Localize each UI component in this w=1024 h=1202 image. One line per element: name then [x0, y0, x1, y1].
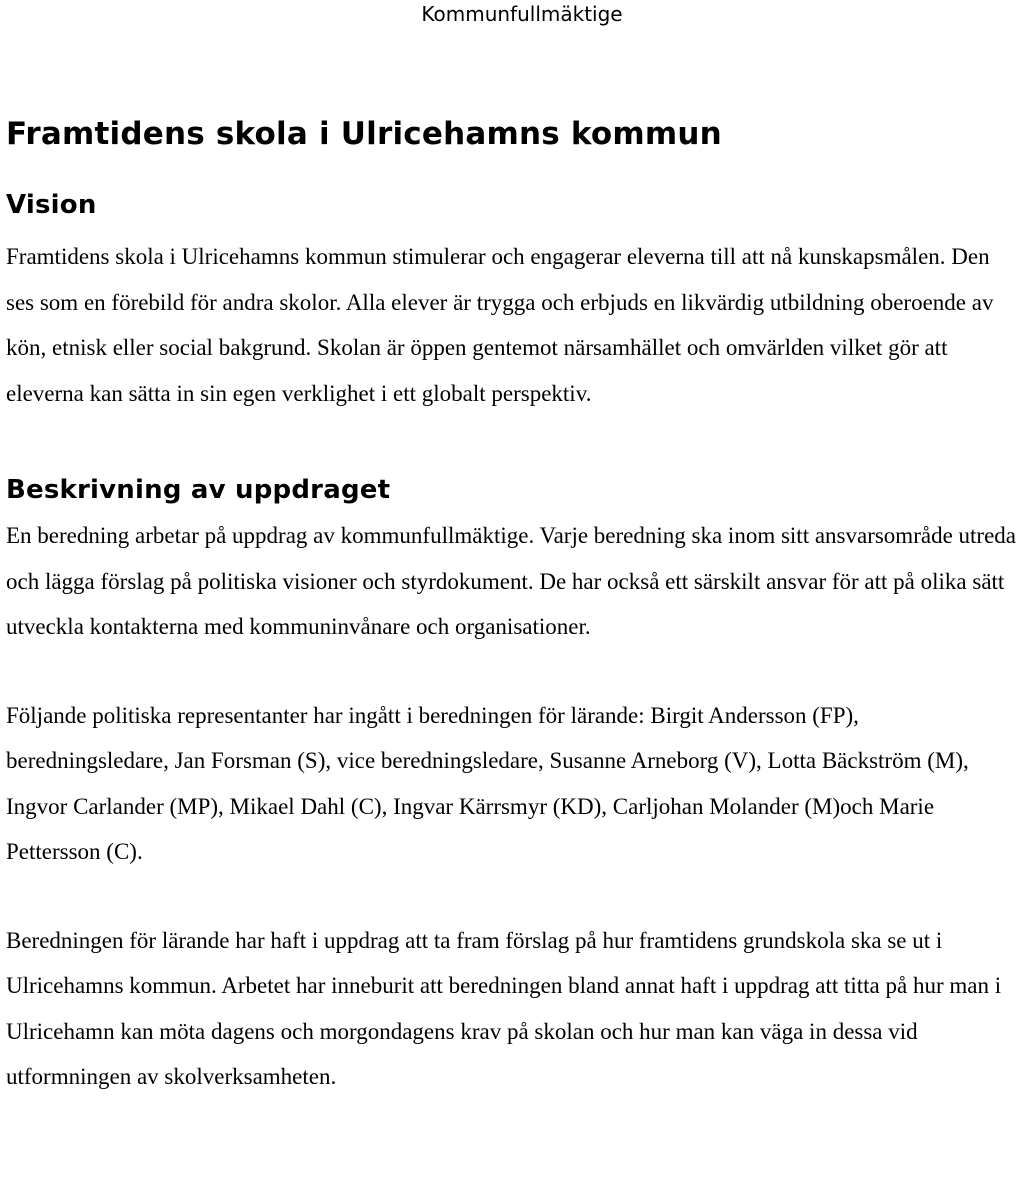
section-heading-vision: Vision: [6, 190, 97, 220]
document-title: Framtidens skola i Ulricehamns kommun: [6, 116, 722, 152]
assignment-paragraph: Beredningen för lärande har haft i uppdrag att ta fram förslag på hur framtidens grundskola ska se ut i Ulricehamns kommun. Arbetet har inneburit att beredningen bland annat haft i uppdrag att titta på hur man i Ulricehamn kan möta dagens och morgondagens krav på skolan och hur man kan väga in dessa vid utformningen av skolverksamheten.: [6, 927, 1002, 1089]
running-header: Kommunfullmäktige: [421, 2, 623, 26]
uppdrag-paragraph: En beredning arbetar på uppdrag av kommunfullmäktige. Varje beredning ska inom sitt ansvarsområde utreda och lägga förslag på politiska visioner och styrdokument. De har också ett särskilt ansvar för att på olika sätt utveckla kontakterna med kommuninvånare och organisationer.: [6, 523, 1016, 639]
section-heading-uppdrag: Beskrivning av uppdraget: [6, 475, 391, 505]
representatives-paragraph: Följande politiska representanter har ingått i beredningen för lärande: Birgit Andersson (FP), beredningsledare, Jan Forsman (S), vice beredningsledare, Susanne Arneborg (V), Lotta Bäckström (M), Ingvor Carlander (MP), Mikael Dahl (C), Ingvar Kärrsmyr (KD), Carljohan Molander (M)och Marie Pettersson (C).: [6, 702, 969, 864]
vision-paragraph: Framtidens skola i Ulricehamns kommun stimulerar och engagerar eleverna till att nå kunskapsmålen. Den ses som en förebild för andra skolor. Alla elever är trygga och erbjuds en likvärdig utbildning oberoende av kön, etnisk eller social bakgrund. Skolan är öppen gentemot närsamhället och omvärlden vilket gör att eleverna kan sätta in sin egen verklighet i ett globalt perspektiv.: [6, 244, 994, 406]
document-body: [6, 112, 1022, 1100]
